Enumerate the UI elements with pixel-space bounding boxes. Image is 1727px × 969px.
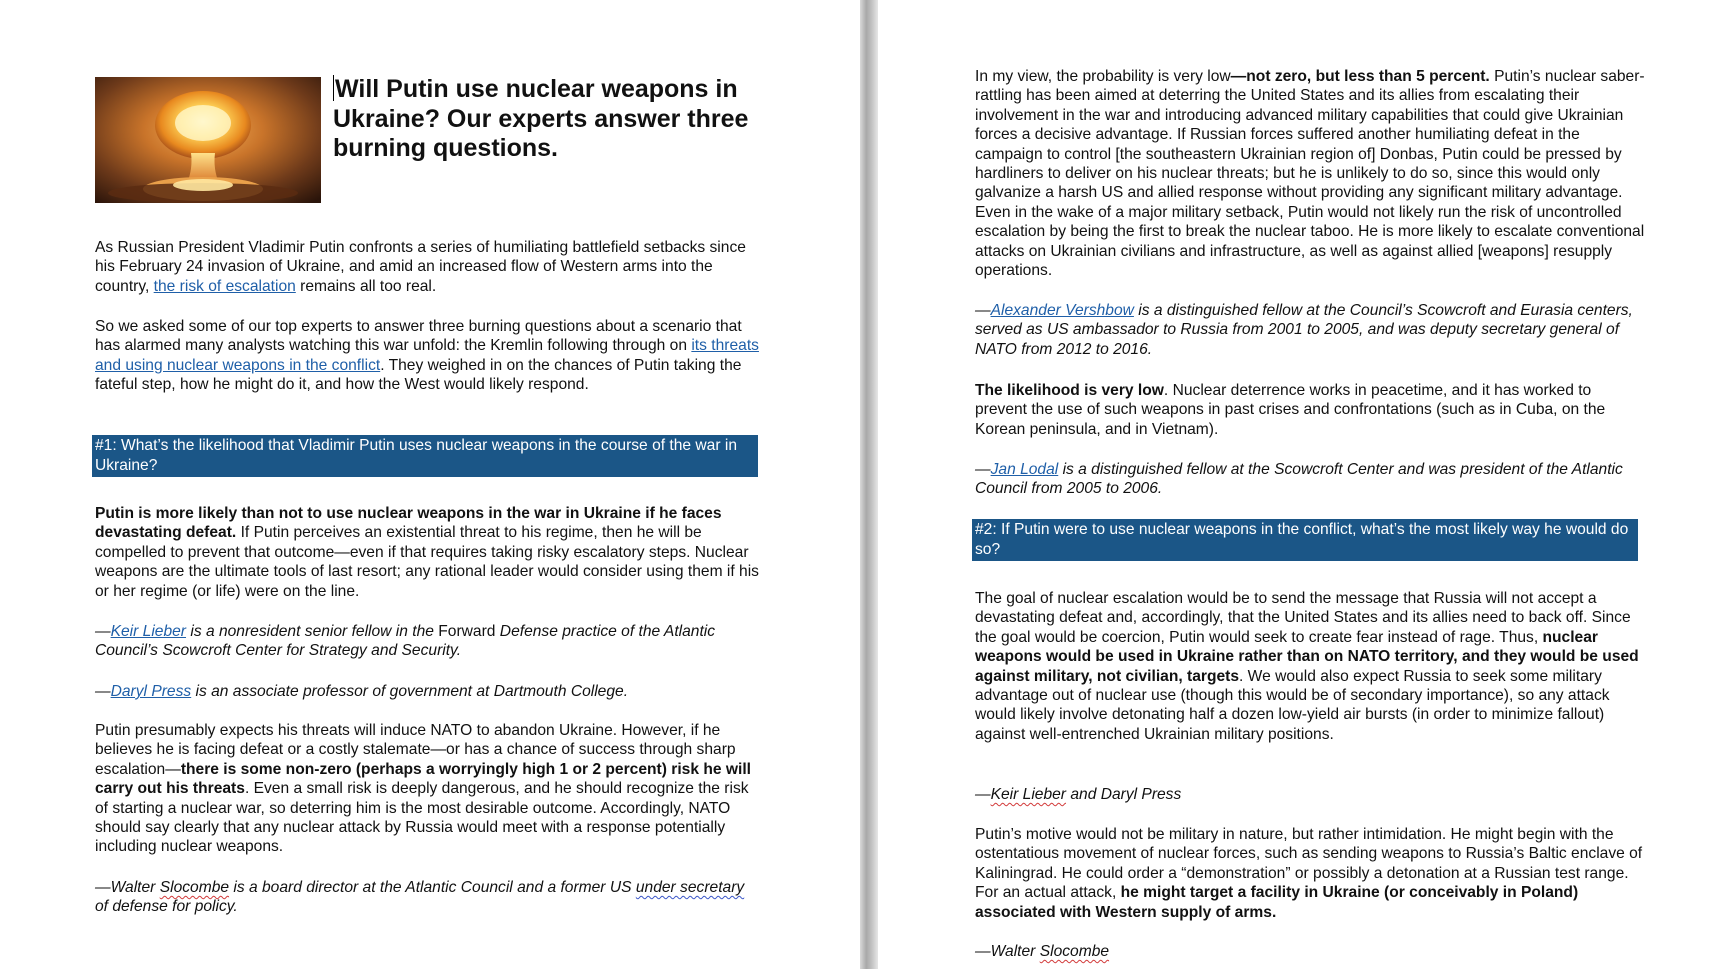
daryl-press-link[interactable]: Daryl Press	[110, 683, 192, 700]
byline-keir-lieber: —Keir Lieber is a nonresident senior fellow in the Forward Defense practice of the Atlantic Council’s Scowcroft Center for Strategy and Security.	[95, 623, 716, 660]
keir-lieber-link[interactable]: Keir Lieber	[110, 623, 187, 640]
answer-slocombe: Putin presumably expects his threats will induce NATO to abandon Ukraine. However, if he believes he is facing defeat or a costly stalemate—or has a chance of success through sharp escalation—there is some non-zero (perhaps a worryingly high 1 or 2 percent) risk he will carry out his threats. Even a small risk is deeply dangerous, and he should recognize the risk of starting a nuclear war, so deterring him is the most desirable outcome. Accordingly, NATO should say clearly that any nuclear attack by Russia would meet with a response potentially including nuclear weapons.	[95, 722, 751, 856]
document-page-right	[878, 0, 1727, 969]
byline-walter-slocombe: —Walter Slocombe is a board director at the Atlantic Council and a former US under secretary of defense for policy.	[95, 879, 745, 916]
page-gutter	[860, 0, 878, 969]
answer-vershbow: In my view, the probability is very low—not zero, but less than 5 percent. Putin’s nuclear saber-rattling has been aimed at deterring the United States and its allies from escalating their involvement in the war and introducing advanced military capabilities that could give Ukrainian forces a decisive advantage. If Russian forces suffered another humiliating defeat in the campaign to control [the southeastern Ukrainian region of] Donbas, Putin could be pressed by hardliners to deliver on his nuclear threats; but he is unlikely to do so, since this would only galvanize a harsh US and allied response without providing any significant military advantage. Even in the wake of a major military setback, Putin would not likely run the risk of uncontrolled escalation by being the first to break the nuclear taboo. He is more likely to escalate conventional attacks on Ukrainian civilians and infrastructure, as well as against allied [weapons] resupply operations.	[975, 68, 1645, 280]
byline-alexander-vershbow: —Alexander Vershbow is a distinguished fellow at the Council’s Scowcroft and Eurasia centers, served as US ambassador to Russia from 2001 to 2005, and was deputy secretary general of NATO from 2012 to 2016.	[975, 302, 1633, 358]
answer-slocombe-2: Putin’s motive would not be military in nature, but rather intimidation. He might begin with the ostentatious movement of nuclear forces, such as sending weapons to Russia’s Baltic enclave of Kaliningrad. He could order a “demonstration” or possibly a detonation at a Russian test range. For an actual attack, he might target a facility in Ukraine (or conceivably in Poland) associated with Western supply of arms.	[975, 826, 1643, 921]
risk-of-escalation-link[interactable]: the risk of escalation	[153, 277, 296, 295]
question-1-heading: #1: What’s the likelihood that Vladimir Putin uses nuclear weapons in the course of the war in Ukraine?	[92, 435, 758, 477]
jan-lodal-link[interactable]: Jan Lodal	[990, 461, 1059, 478]
question-2-heading: #2: If Putin were to use nuclear weapons in the conflict, what’s the most likely way he would do so?	[972, 519, 1638, 561]
nuclear-mushroom-cloud-image	[95, 77, 321, 203]
byline-lieber-and-press: —Keir Lieber and Daryl Press	[975, 786, 1182, 803]
page-title: Will Putin use nuclear weapons in Ukraine? Our experts answer three burning questions.	[333, 75, 749, 162]
answer-lieber-press: Putin is more likely than not to use nuclear weapons in the war in Ukraine if he faces devastating defeat. If Putin perceives an existential threat to his regime, then he will be compelled to prevent that outcome—even if that requires taking risky escalatory steps. Nuclear weapons are the ultimate tools of last resort; any rational leader would consider using them if his or her regime (or life) were on the line.	[95, 505, 759, 600]
answer-lodal: The likelihood is very low. Nuclear deterrence works in peacetime, and it has worked to prevent the use of such weapons in past crises and confrontations (such as in Cuba, on the Korean peninsula, and in Vietnam).	[975, 382, 1606, 438]
text-cursor	[333, 75, 334, 101]
intro-paragraph-2: So we asked some of our top experts to answer three burning questions about a scenario that has alarmed many analysts watching this war unfold: the Kremlin following through on its threats and using nuclear weapons in the conflict. They weighed in on the chances of Putin taking the fateful step, how he might do it, and how the West would likely respond.	[95, 318, 759, 394]
answer-lieber-press-2: The goal of nuclear escalation would be to send the message that Russia will not accept a devastating defeat and, accordingly, that the United States and its allies need to back off. Since the goal would be coercion, Putin would seek to create fear instead of rage. Thus, nuclear weapons would be used in Ukraine rather than on NATO territory, and they would be used against military, not civilian, targets. We would also expect Russia to seek some military advantage out of nuclear use (though this would be of secondary importance), so any attack would likely involve detonating half a dozen low-yield air bursts (in order to minimize fallout) against well-entrenched Ukrainian military positions.	[975, 590, 1639, 743]
byline-daryl-press: —Daryl Press is an associate professor of government at Dartmouth College.	[95, 683, 629, 700]
intro-paragraph-1: As Russian President Vladimir Putin confronts a series of humiliating battlefield setbacks since his February 24 invasion of Ukraine, and amid an increased flow of Western arms into the country, the risk of escalation remains all too real.	[95, 239, 746, 295]
byline-walter-slocombe-2: —Walter Slocombe	[975, 943, 1110, 960]
byline-jan-lodal: —Jan Lodal is a distinguished fellow at the Scowcroft Center and was president of the Atlantic Council from 2005 to 2006.	[975, 461, 1623, 498]
alexander-vershbow-link[interactable]: Alexander Vershbow	[990, 302, 1134, 319]
document-page-left	[0, 0, 860, 969]
nuclear-threats-link[interactable]: its threats and using nuclear weapons in the conflict	[95, 337, 759, 374]
